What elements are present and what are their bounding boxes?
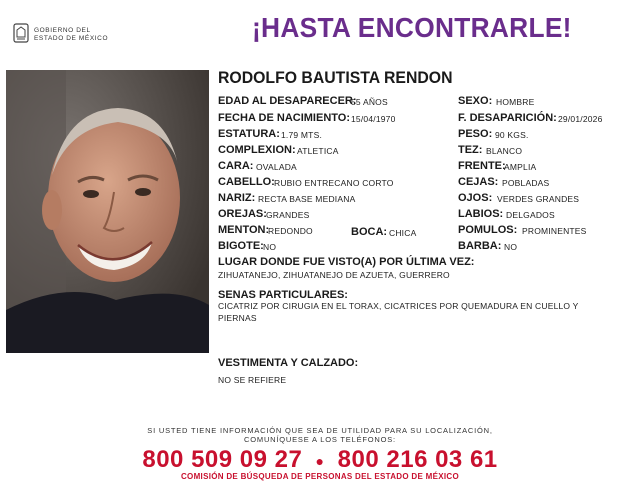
label-fecha-desaparicion: F. DESAPARICIÓN: [458, 112, 557, 124]
person-photo [6, 70, 209, 353]
value-boca: CHICA [389, 228, 417, 238]
value-last-seen: ZIHUATANEJO, ZIHUATANEJO DE AZUETA, GUERRERO [218, 270, 450, 280]
value-ojos: VERDES GRANDES [497, 194, 580, 204]
label-sexo: SEXO: [458, 95, 493, 107]
government-logo [12, 22, 124, 46]
contact-note-line1: SI USTED TIENE INFORMACIÓN QUE SEA DE UTILIDAD PARA SU LOCALIZACIÓN, [147, 426, 493, 435]
phone-number-2[interactable]: 800 216 03 61 [337, 446, 498, 473]
label-ojos: OJOS: [458, 192, 493, 204]
label-cara: CARA: [218, 160, 254, 172]
separator-dot: ● [315, 452, 325, 469]
value-fecha-desaparicion: 29/01/2026 [558, 114, 603, 124]
label-cabello: CABELLO: [218, 176, 275, 188]
label-barba: BARBA: [458, 240, 502, 252]
person-name: RODOLFO BAUTISTA RENDON [218, 68, 453, 87]
contact-note-line2: COMUNÍQUESE A LOS TELÉFONOS: [244, 435, 396, 444]
label-cejas: CEJAS: [458, 176, 499, 188]
label-estatura: ESTATURA: [218, 128, 280, 140]
label-clothing: VESTIMENTA Y CALZADO: [218, 357, 359, 369]
value-frente: AMPLIA [504, 162, 537, 172]
value-bigote: NO [263, 242, 277, 252]
label-complexion: COMPLEXION: [218, 144, 296, 156]
label-particular-marks: SENAS PARTICULARES: [218, 289, 348, 301]
value-particular-marks: CICATRIZ POR CIRUGIA EN EL TORAX, CICATRICES POR QUEMADURA EN CUELLO Y PIERNAS [218, 301, 579, 323]
label-last-seen: LUGAR DONDE FUE VISTO(A) POR ÚLTIMA VEZ: [218, 256, 475, 268]
label-peso: PESO: [458, 128, 493, 140]
value-menton: REDONDO [268, 226, 313, 236]
headline: ¡HASTA ENCONTRARLE! [252, 12, 572, 43]
logo-text-line2: ESTADO DE MÉXICO [34, 35, 109, 42]
value-edad: 55 AÑOS [351, 97, 388, 107]
value-estatura: 1.79 MTS. [281, 130, 323, 140]
value-labios: DELGADOS [506, 210, 555, 220]
value-complexion: ATLETICA [297, 146, 339, 156]
person-photo-illustration [6, 70, 209, 353]
label-fecha-nacimiento: FECHA DE NACIMIENTO: [218, 112, 350, 124]
value-barba: NO [504, 242, 518, 252]
label-menton: MENTON: [218, 224, 270, 236]
phone-number-1[interactable]: 800 509 09 27 [142, 446, 303, 473]
value-cabello: RUBIO ENTRECANO CORTO [274, 178, 394, 188]
label-frente: FRENTE: [458, 160, 506, 172]
commission-name: COMISIÓN DE BÚSQUEDA DE PERSONAS DEL ESTADO DE MÉXICO [180, 472, 459, 481]
value-tez: BLANCO [486, 146, 523, 156]
value-orejas: GRANDES [266, 210, 310, 220]
label-edad: EDAD AL DESAPARECER: [218, 95, 357, 107]
value-cara: OVALADA [256, 162, 297, 172]
value-fecha-nacimiento: 15/04/1970 [351, 114, 396, 124]
phone-numbers [0, 446, 640, 474]
value-peso: 90 KGS. [495, 130, 529, 140]
value-nariz: RECTA BASE MEDIANA [258, 194, 356, 204]
label-boca: BOCA: [351, 226, 388, 238]
value-clothing: NO SE REFIERE [218, 375, 287, 385]
label-bigote: BIGOTE: [218, 240, 264, 252]
label-labios: LABIOS: [458, 208, 504, 220]
coat-of-arms-icon [12, 22, 30, 44]
value-sexo: HOMBRE [496, 97, 535, 107]
value-pomulos: PROMINENTES [522, 226, 587, 236]
label-nariz: NARIZ: [218, 192, 256, 204]
label-orejas: OREJAS: [218, 208, 267, 220]
value-cejas: POBLADAS [502, 178, 550, 188]
label-tez: TEZ: [458, 144, 483, 156]
logo-text-line1: GOBIERNO DEL [34, 27, 91, 34]
label-pomulos: POMULOS: [458, 224, 518, 236]
